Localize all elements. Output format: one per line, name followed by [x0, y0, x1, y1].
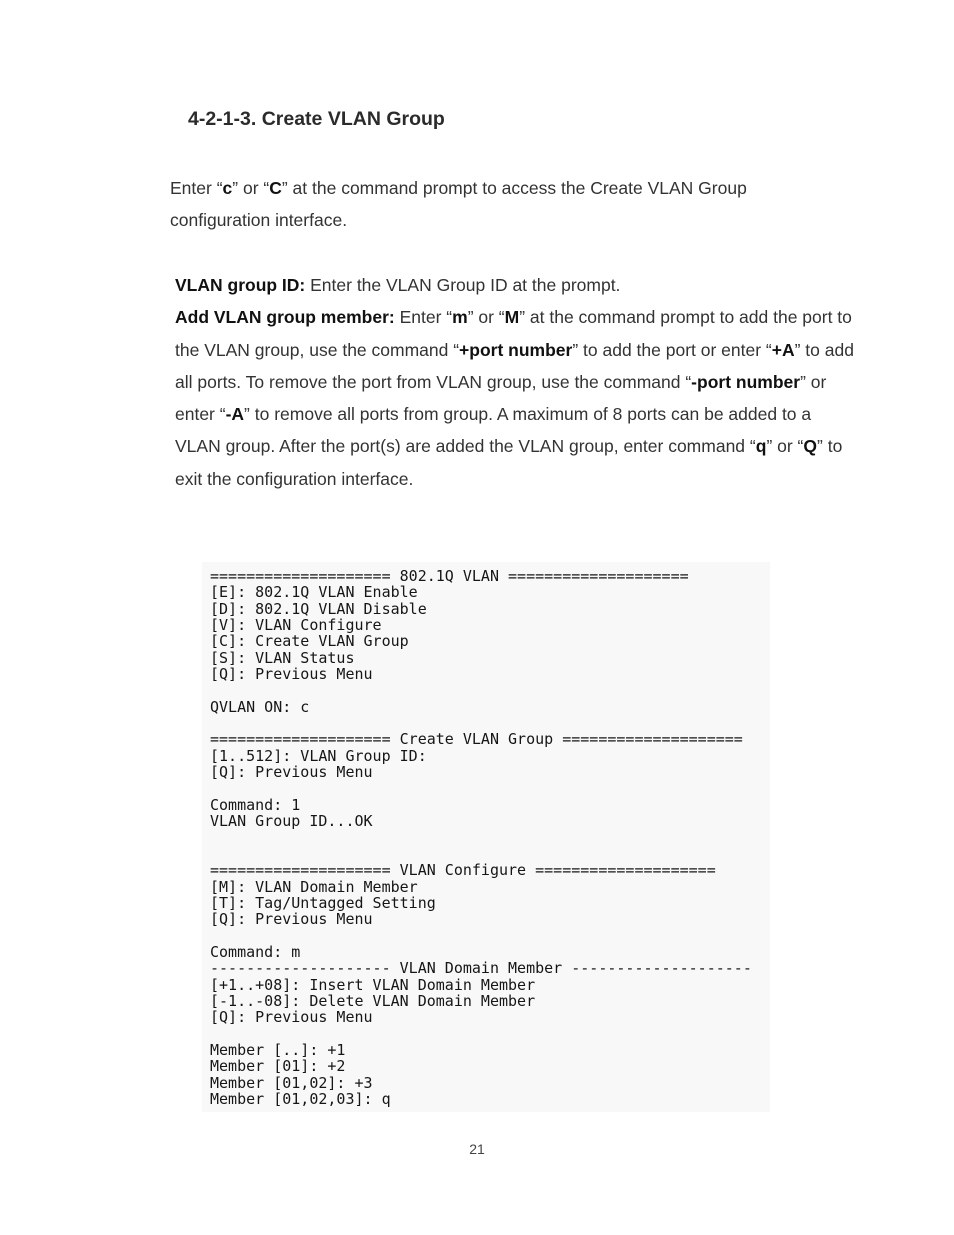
- command-key: -A: [225, 404, 245, 425]
- terminal-output: ==================== 802.1Q VLAN ==================== [E]: 802.1Q VLAN Enable [D]: 802.1Q VLAN Disable [V]: VLAN Configure [C]: Create VLAN Group [S]: VLAN Status [Q]: Previous Menu QVLAN ON: c ==================== Create VLAN Group ==================== [1..512]: VLAN Group ID: [Q]: Previous Menu Command: 1 VLAN Group ID...OK ==================== VLAN Configure ==================== [M]: VLAN Domain Member [T]: Tag/Untagged Setting [Q]: Previous Menu Command: m -------------------- VLAN Domain Member -------------------- [+1..+08]: Insert VLAN Domain Member [-1..-08]: Delete VLAN Domain Member [Q]: Previous Menu Member [..]: +1 Member [01]: +2 Member [01,02]: +3 Member [01,02,03]: q: [210, 567, 752, 1108]
- vlan-group-id-line: [175, 269, 855, 301]
- command-key: C: [269, 178, 282, 198]
- page-number: 21: [469, 1141, 485, 1157]
- detail-text: ” at the command prompt to add the port to the VLAN group, use the command “: [175, 307, 852, 360]
- command-key: M: [504, 307, 520, 328]
- command-key: +port number: [459, 339, 573, 360]
- command-key: c: [222, 178, 233, 198]
- section-heading: 4-2-1-3. Create VLAN Group: [188, 108, 445, 130]
- intro-text: ” at the command prompt to access the Create VLAN Group configuration interface.: [170, 178, 747, 231]
- details-paragraph: [175, 269, 855, 495]
- add-member-paragraph: [175, 301, 855, 495]
- add-member-label: Add VLAN group member:: [175, 307, 395, 328]
- detail-text: Enter “: [394, 307, 453, 328]
- detail-text: ” to add all ports. To remove the port from VLAN group, use the command “: [175, 339, 854, 392]
- detail-text: ” or “: [766, 436, 804, 457]
- intro-text: Enter “: [170, 178, 223, 198]
- command-key: Q: [803, 436, 818, 457]
- detail-text: ” to add the port or enter “: [572, 339, 772, 360]
- command-key: -port number: [691, 371, 801, 392]
- detail-text: ” or enter “: [175, 371, 827, 425]
- command-key: +A: [771, 339, 795, 360]
- command-key: q: [755, 436, 767, 457]
- intro-text: ” or “: [232, 178, 270, 198]
- vlan-group-id-text: Enter the VLAN Group ID at the prompt.: [305, 275, 621, 295]
- detail-text: ” to exit the configuration interface.: [175, 436, 843, 489]
- intro-paragraph: [170, 172, 850, 237]
- terminal-screenshot: [202, 562, 770, 1112]
- detail-text: ” to remove all ports from group. A maximum of 8 ports can be added to a VLAN group. After the port(s) are added the VLAN group, enter command “: [175, 404, 812, 457]
- command-key: m: [452, 307, 468, 328]
- detail-text: ” or “: [467, 307, 505, 328]
- vlan-group-id-label: VLAN group ID:: [175, 275, 306, 295]
